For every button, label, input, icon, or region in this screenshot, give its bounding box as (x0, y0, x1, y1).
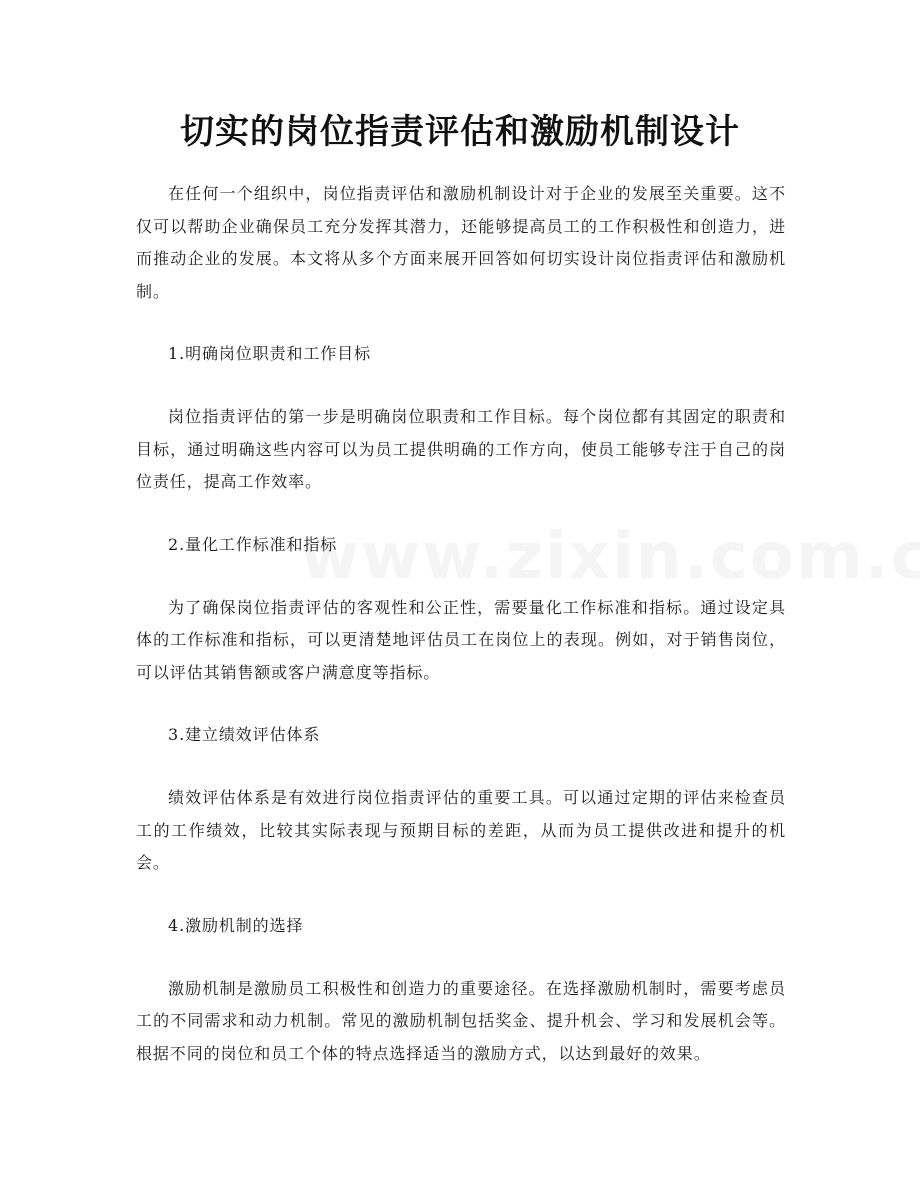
section-body-2: 为了确保岗位指责评估的客观性和公正性，需要量化工作标准和指标。通过设定具体的工作标准和指标，可以更清楚地评估员工在岗位上的表现。例如，对于销售岗位，可以评估其销售额或客户满意度等指标。 (136, 597, 786, 682)
section-body-1: 岗位指责评估的第一步是明确岗位职责和工作目标。每个岗位都有其固定的职责和目标，通过明确这些内容可以为员工提供明确的工作方向，使员工能够专注于自己的岗位责任，提高工作效率。 (136, 407, 786, 491)
section-body-4: 激励机制是激励员工积极性和创造力的重要途径。在选择激励机制时，需要考虑员工的不同需求和动力机制。常见的激励机制包括奖金、提升机会、学习和发展机会等。根据不同的岗位和员工个体的特点选择适当的激励方式，以达到最好的效果。 (136, 978, 786, 1063)
section-heading-2: 2.量化工作标准和指标 (168, 534, 338, 554)
intro-paragraph: 在任何一个组织中，岗位指责评估和激励机制设计对于企业的发展至关重要。这不仅可以帮助企业确保员工充分发挥其潜力，还能够提高员工的工作积极性和创造力，进而推动企业的发展。本文将从多个方面来展开回答如何切实设计岗位指责评估和激励机制。 (136, 184, 786, 301)
section-heading-1: 1.明确岗位职责和工作目标 (168, 344, 371, 363)
section-body-3: 绩效评估体系是有效进行岗位指责评估的重要工具。可以通过定期的评估来检查员工的工作绩效，比较其实际表现与预期目标的差距，从而为员工提供改进和提升的机会。 (136, 788, 786, 872)
section-heading-3: 3.建立绩效评估体系 (168, 725, 321, 744)
section-heading-4: 4.激励机制的选择 (168, 915, 304, 935)
document-body (136, 178, 786, 1100)
document-title: 切实的岗位指责评估和激励机制设计 (180, 112, 740, 152)
